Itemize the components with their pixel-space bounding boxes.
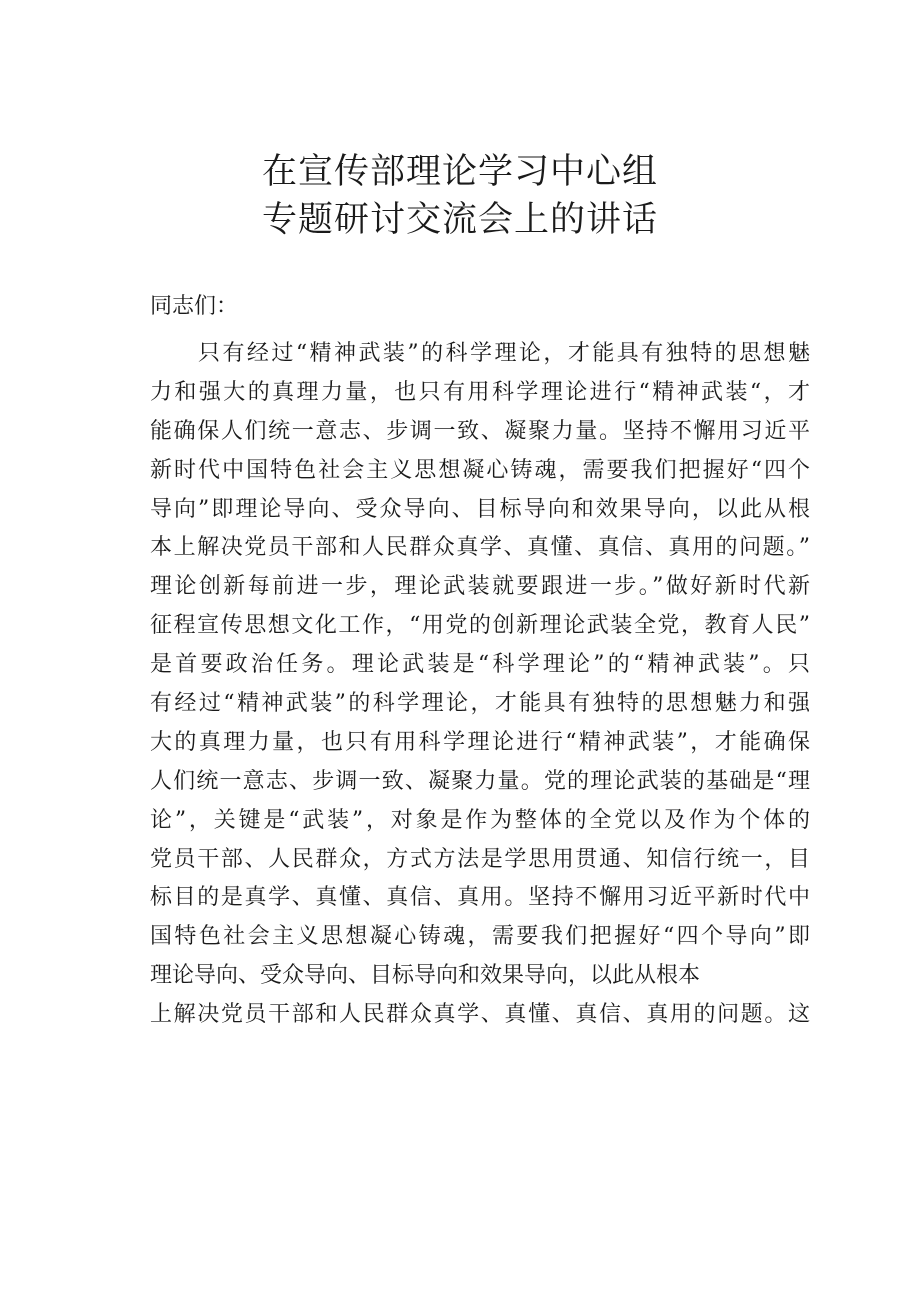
body-line: 是首要政治任务。理论武装是“科学理论”的“精神武装”。只 (150, 652, 810, 678)
body-line: 只有经过“精神武装”的科学理论，才能具有独特的思想魅 (198, 341, 810, 366)
body-line: 有经过“精神武装”的科学理论，才能具有独特的思想魅力和强 (150, 691, 810, 717)
body-line: 征程宣传思想文化工作，“用党的创新理论武装全党，教育人民” (150, 613, 810, 639)
body-line: 大的真理力量，也只有用科学理论进行“精神武装”，才能确保 (150, 729, 810, 755)
salutation: 同志们： (150, 294, 239, 319)
body-line: 力和强大的真理力量，也只有用科学理论进行“精神武装“，才 (150, 379, 810, 405)
title-line-1: 在宣传部理论学习中心组 (261, 152, 658, 192)
body-line: 本上解决党员干部和人民群众真学、真懂、真信、真用的问题。” (150, 535, 810, 561)
title-line-2: 专题研讨交流会上的讲话 (261, 200, 658, 240)
body-line: 国特色社会主义思想凝心铸魂，需要我们把握好“四个导向”即 (150, 924, 810, 950)
body-line: 理论创新每前进一步，理论武装就要跟进一步。”做好新时代新 (150, 574, 810, 600)
body-line: 论”，关键是“武装”，对象是作为整体的全党以及作为个体的 (150, 807, 810, 833)
body-line: 新时代中国特色社会主义思想凝心铸魂，需要我们把握好“四个 (150, 457, 810, 483)
body-line: 能确保人们统一意志、步调一致、凝聚力量。坚持不懈用习近平 (150, 418, 810, 444)
page-title (0, 148, 920, 244)
body-line: 上解决党员干部和人民群众真学、真懂、真信、真用的问题。这 (150, 1002, 810, 1028)
body-line: 标目的是真学、真懂、真信、真用。坚持不懈用习近平新时代中 (150, 885, 810, 911)
body-line: 人们统一意志、步调一致、凝聚力量。党的理论武装的基础是“理 (150, 768, 810, 794)
body-line: 导向”即理论导向、受众导向、目标导向和效果导向，以此从根 (150, 496, 810, 522)
body-line: 党员干部、人民群众，方式方法是学思用贯通、知信行统一，目 (150, 846, 810, 872)
body-text (150, 335, 810, 1035)
body-line: 理论导向、受众导向、目标导向和效果导向，以此从根本 (150, 963, 701, 989)
